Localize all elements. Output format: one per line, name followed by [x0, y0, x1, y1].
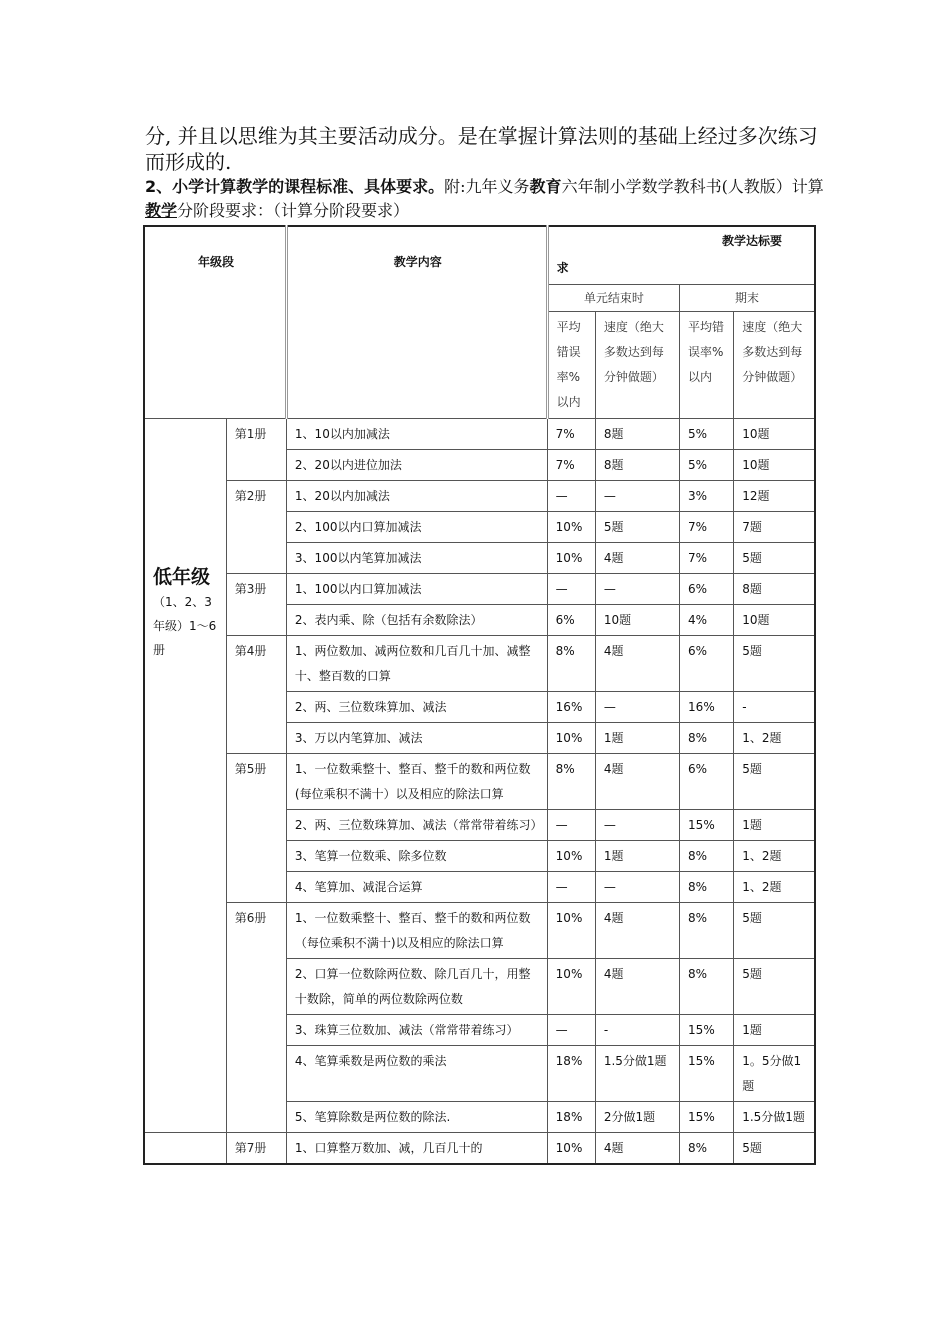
table-row	[144, 1133, 815, 1165]
term-speed-cell: 10题	[734, 419, 815, 450]
content-cell: 2、口算一位数除两位数、除几百几十，用整十数除，简单的两位数除两位数	[286, 959, 547, 1015]
header-speed: 速度（绝大多数达到每分钟做题）	[734, 312, 815, 419]
unit-error-cell: —	[547, 481, 595, 512]
term-error-cell: 16%	[680, 692, 734, 723]
content-cell: 3、100以内笔算加减法	[286, 543, 547, 574]
content-cell: 5、笔算除数是两位数的除法.	[286, 1102, 547, 1133]
unit-speed-cell: 8题	[595, 450, 679, 481]
content-cell: 2、20以内进位加法	[286, 450, 547, 481]
table-row	[144, 754, 815, 810]
term-error-cell: 7%	[680, 512, 734, 543]
table-row	[144, 481, 815, 512]
header-content: 教学内容	[286, 226, 547, 419]
unit-error-cell: 10%	[547, 903, 595, 959]
term-error-cell: 6%	[680, 574, 734, 605]
header-goal-line1: 教学达标要	[721, 234, 782, 248]
volume-cell: 第5册	[226, 754, 286, 903]
section-heading-paragraph	[145, 175, 825, 223]
term-speed-cell: 1、2题	[734, 872, 815, 903]
content-cell: 3、笔算一位数乘、除多位数	[286, 841, 547, 872]
unit-error-cell: 10%	[547, 543, 595, 574]
unit-error-cell: 7%	[547, 419, 595, 450]
grade-group-cell-empty	[144, 1133, 226, 1165]
content-cell: 1、100以内口算加减法	[286, 574, 547, 605]
volume-cell: 第4册	[226, 636, 286, 754]
unit-speed-cell: 1.5分做1题	[595, 1046, 679, 1102]
term-error-cell: 15%	[680, 1046, 734, 1102]
term-speed-cell: 1题	[734, 810, 815, 841]
unit-speed-cell: 4题	[595, 1133, 679, 1165]
term-error-cell: 6%	[680, 636, 734, 692]
term-speed-cell: 10题	[734, 450, 815, 481]
term-speed-cell: 1、2题	[734, 841, 815, 872]
term-error-cell: 15%	[680, 1102, 734, 1133]
section-note-link[interactable]: 教学	[145, 201, 178, 220]
content-cell: 4、笔算加、减混合运算	[286, 872, 547, 903]
term-speed-cell: 1题	[734, 1015, 815, 1046]
unit-speed-cell: 2分做1题	[595, 1102, 679, 1133]
term-error-cell: 8%	[680, 959, 734, 1015]
volume-cell: 第7册	[226, 1133, 286, 1165]
unit-speed-cell: 1题	[595, 723, 679, 754]
volume-cell: 第2册	[226, 481, 286, 574]
unit-error-cell: —	[547, 574, 595, 605]
unit-speed-cell: 4题	[595, 903, 679, 959]
unit-error-cell: 7%	[547, 450, 595, 481]
unit-error-cell: 6%	[547, 605, 595, 636]
content-cell: 2、表内乘、除（包括有余数除法）	[286, 605, 547, 636]
unit-error-cell: 10%	[547, 1133, 595, 1165]
header-term-end: 期末	[680, 285, 815, 312]
table-row	[144, 574, 815, 605]
header-error-rate: 平均错误率% 以内	[547, 312, 595, 419]
term-error-cell: 8%	[680, 903, 734, 959]
section-note-1: 附:九年义务	[444, 177, 530, 196]
unit-error-cell: 10%	[547, 723, 595, 754]
unit-speed-cell: —	[595, 481, 679, 512]
unit-speed-cell: 4题	[595, 959, 679, 1015]
content-cell: 1、两位数加、减两位数和几百几十加、减整十、整百数的口算	[286, 636, 547, 692]
term-speed-cell: 1.5分做1题	[734, 1102, 815, 1133]
unit-speed-cell: —	[595, 810, 679, 841]
unit-error-cell: 10%	[547, 959, 595, 1015]
term-error-cell: 4%	[680, 605, 734, 636]
unit-speed-cell: 5题	[595, 512, 679, 543]
term-error-cell: 8%	[680, 723, 734, 754]
term-speed-cell: 1。5分做1题	[734, 1046, 815, 1102]
unit-error-cell: 10%	[547, 512, 595, 543]
term-error-cell: 15%	[680, 1015, 734, 1046]
grade-title: 低年级	[153, 566, 211, 588]
content-cell: 2、两、三位数珠算加、减法（常常带着练习）	[286, 810, 547, 841]
term-speed-cell: 10题	[734, 605, 815, 636]
term-speed-cell: 5题	[734, 903, 815, 959]
table-row	[144, 419, 815, 450]
unit-error-cell: —	[547, 872, 595, 903]
table-row	[144, 636, 815, 692]
term-speed-cell: 1、2题	[734, 723, 815, 754]
content-cell: 1、20以内加减法	[286, 481, 547, 512]
unit-error-cell: —	[547, 810, 595, 841]
unit-speed-cell: 8题	[595, 419, 679, 450]
term-error-cell: 5%	[680, 419, 734, 450]
term-speed-cell: 12题	[734, 481, 815, 512]
unit-error-cell: 10%	[547, 841, 595, 872]
term-error-cell: 6%	[680, 754, 734, 810]
content-cell: 1、一位数乘整十、整百、整千的数和两位数（每位乘积不满十)以及相应的除法口算	[286, 903, 547, 959]
unit-speed-cell: -	[595, 1015, 679, 1046]
term-speed-cell: 5题	[734, 959, 815, 1015]
unit-error-cell: 16%	[547, 692, 595, 723]
requirements-table	[143, 225, 816, 1165]
unit-error-cell: 18%	[547, 1046, 595, 1102]
term-speed-cell: 5题	[734, 636, 815, 692]
unit-speed-cell: —	[595, 574, 679, 605]
header-grade: 年级段	[144, 226, 286, 419]
term-speed-cell: 5题	[734, 754, 815, 810]
unit-speed-cell: —	[595, 692, 679, 723]
section-heading: 2、小学计算教学的课程标准、具体要求。	[145, 177, 445, 196]
intro-text: 分, 并且以思维为其主要活动成分。是在掌握计算法则的基础上经过多次练习而形成的.	[145, 124, 818, 174]
volume-cell: 第3册	[226, 574, 286, 636]
volume-cell: 第6册	[226, 903, 286, 1133]
unit-speed-cell: 4题	[595, 754, 679, 810]
term-speed-cell: 7题	[734, 512, 815, 543]
content-cell: 2、两、三位数珠算加、减法	[286, 692, 547, 723]
unit-speed-cell: 4题	[595, 543, 679, 574]
header-error-rate: 平均错误率% 以内	[680, 312, 734, 419]
unit-speed-cell: 1题	[595, 841, 679, 872]
unit-speed-cell: —	[595, 872, 679, 903]
term-speed-cell: 8题	[734, 574, 815, 605]
content-cell: 2、100以内口算加减法	[286, 512, 547, 543]
volume-cell: 第1册	[226, 419, 286, 481]
unit-speed-cell: 10题	[595, 605, 679, 636]
content-cell: 1、10以内加减法	[286, 419, 547, 450]
content-cell: 3、万以内笔算加、减法	[286, 723, 547, 754]
header-goal-line2: 求	[556, 261, 569, 275]
unit-error-cell: 18%	[547, 1102, 595, 1133]
section-note-2: 六年制小学数学教科书(人教版）计算	[561, 177, 824, 196]
unit-error-cell: 8%	[547, 754, 595, 810]
term-error-cell: 8%	[680, 872, 734, 903]
unit-speed-cell: 4题	[595, 636, 679, 692]
term-error-cell: 3%	[680, 481, 734, 512]
unit-error-cell: 8%	[547, 636, 595, 692]
term-error-cell: 15%	[680, 810, 734, 841]
header-speed: 速度（绝大多数达到每分钟做题）	[595, 312, 679, 419]
header-goal	[547, 226, 815, 285]
table-row	[144, 903, 815, 959]
section-note-3: 分阶段要求：（计算分阶段要求）	[177, 201, 410, 220]
term-error-cell: 7%	[680, 543, 734, 574]
intro-paragraph	[145, 123, 825, 175]
content-cell: 3、珠算三位数加、减法（常常带着练习）	[286, 1015, 547, 1046]
content-cell: 4、笔算乘数是两位数的乘法	[286, 1046, 547, 1102]
section-note-bold-1: 教育	[529, 177, 562, 196]
term-speed-cell: 5题	[734, 543, 815, 574]
grade-group-cell	[144, 419, 226, 1133]
content-cell: 1、一位数乘整十、整百、整千的数和两位数(每位乘积不满十）以及相应的除法口算	[286, 754, 547, 810]
term-speed-cell: 5题	[734, 1133, 815, 1165]
term-error-cell: 8%	[680, 841, 734, 872]
term-error-cell: 8%	[680, 1133, 734, 1165]
content-cell: 1、口算整万数加、减，几百几十的	[286, 1133, 547, 1165]
term-speed-cell: -	[734, 692, 815, 723]
grade-subtitle: （1、2、3年级）1～6册	[153, 595, 217, 657]
header-unit-end: 单元结束时	[547, 285, 679, 312]
unit-error-cell: —	[547, 1015, 595, 1046]
term-error-cell: 5%	[680, 450, 734, 481]
